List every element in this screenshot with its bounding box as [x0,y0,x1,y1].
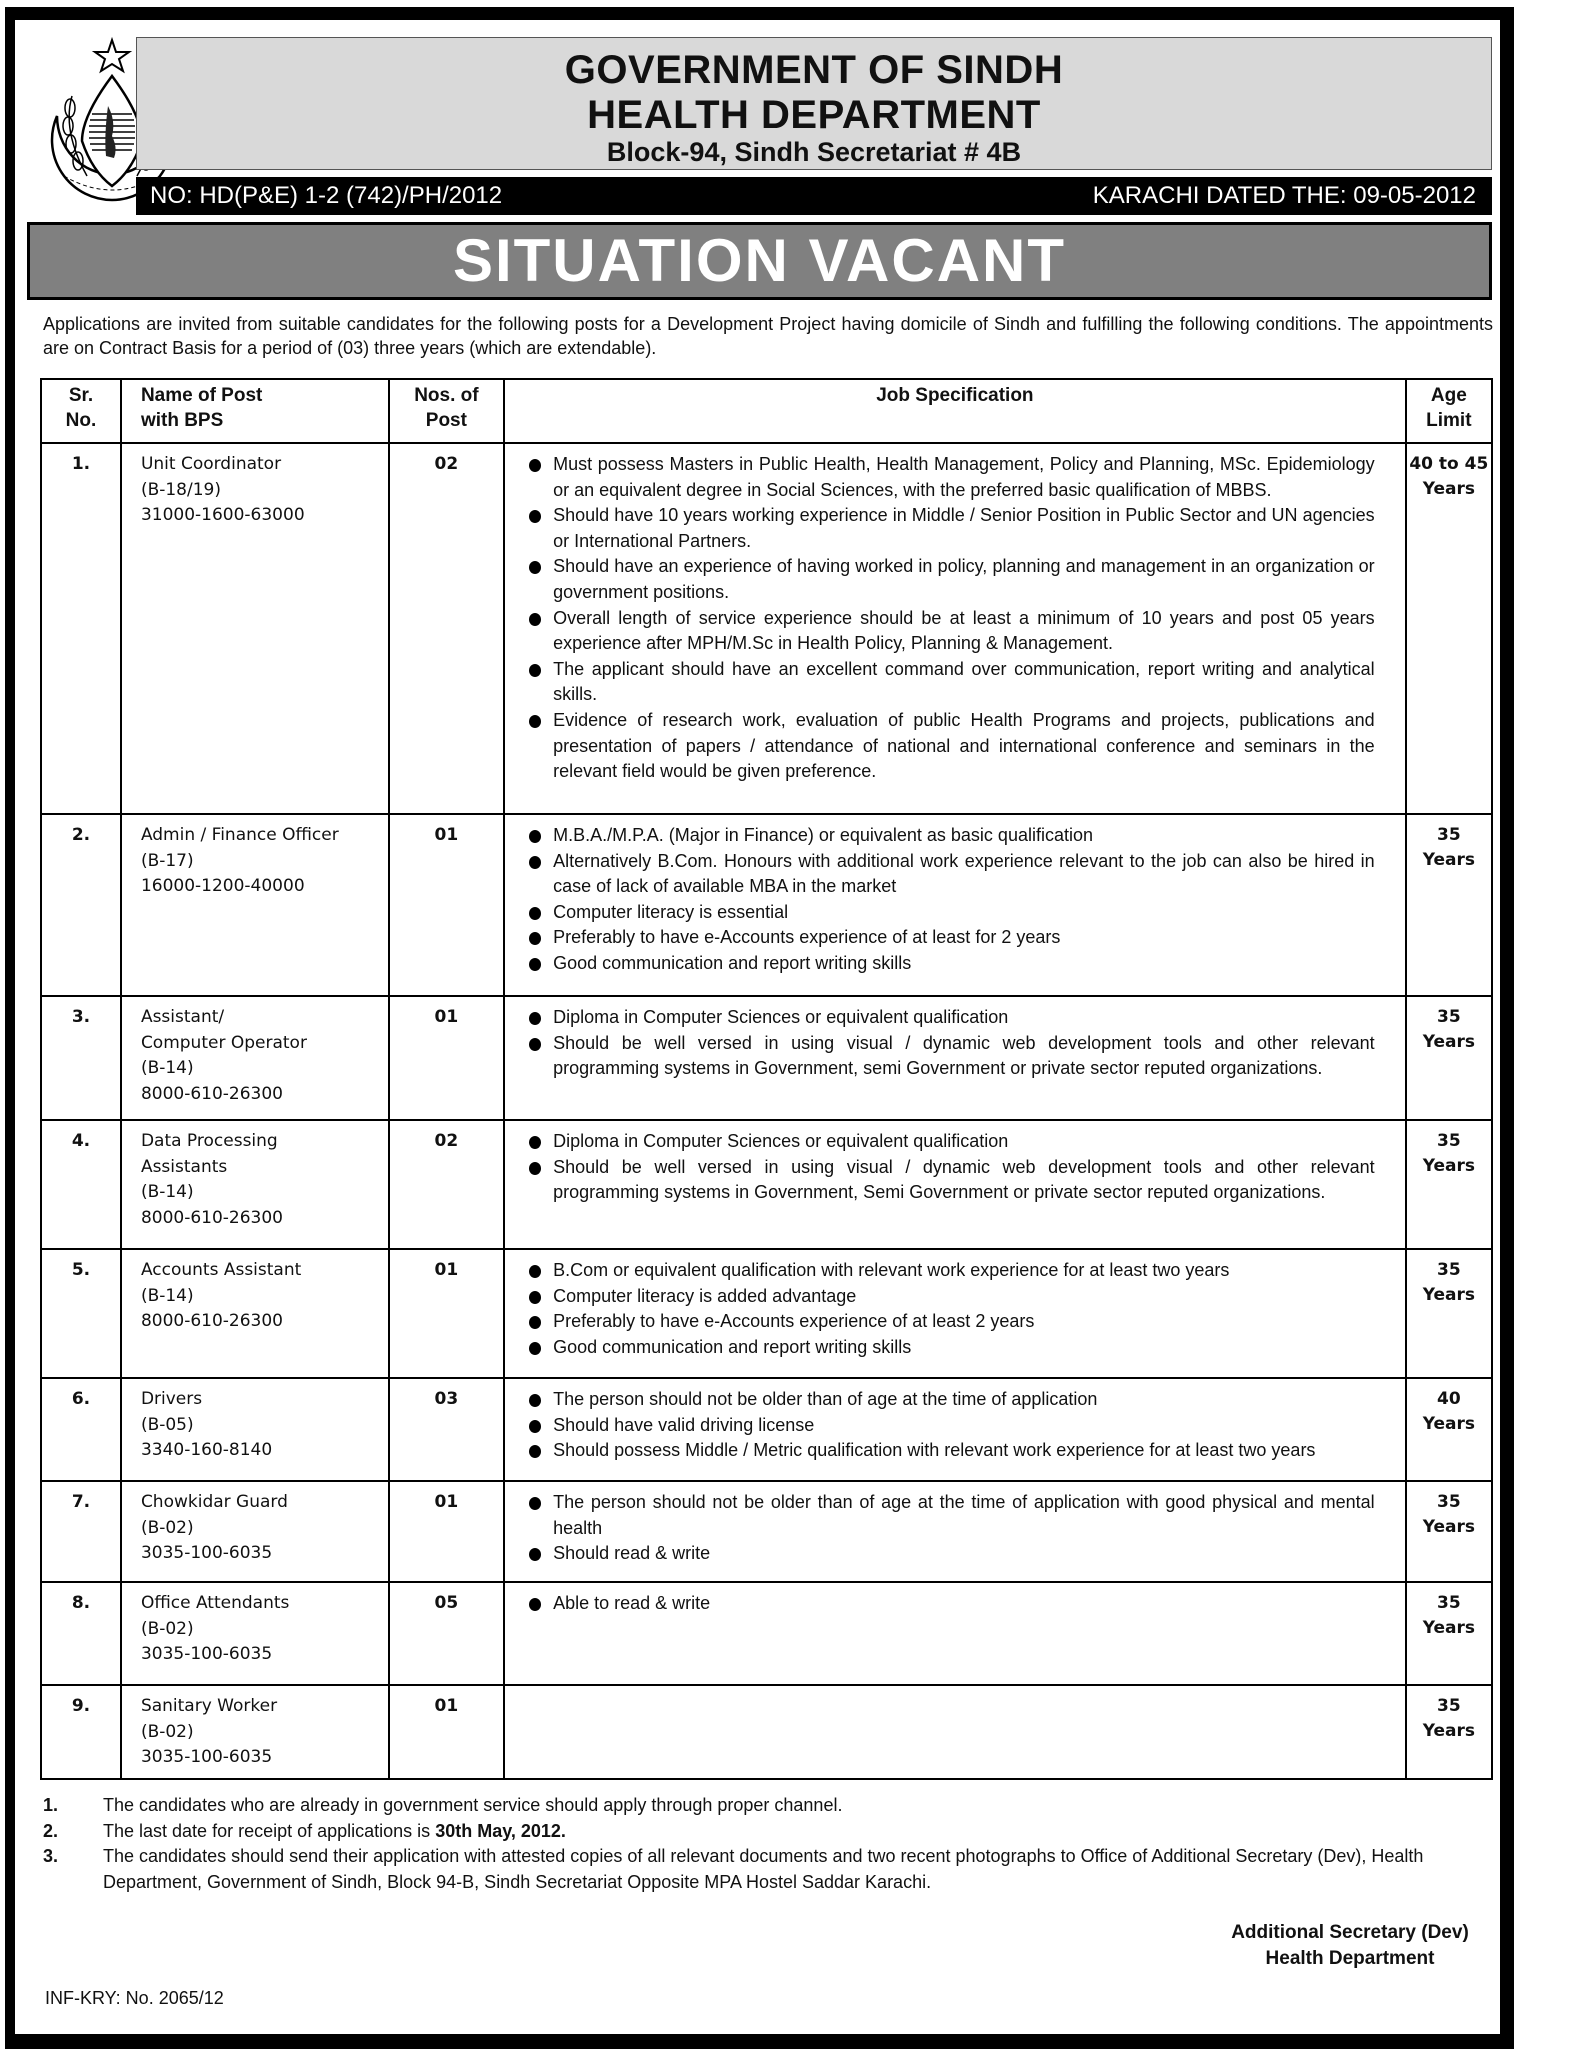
spec-item: Should have 10 years working experience in Middle / Senior Position in Public Sector and UN agencies or International Partners. [529,503,1375,554]
cell-nos-of-post: 02 [389,1120,504,1249]
table-row [41,1481,1492,1582]
bullet-icon [529,1420,541,1433]
bullet-icon [529,1162,541,1175]
spec-item: The applicant should have an excellent command over communication, report writing and analytical skills. [529,657,1375,708]
cell-age-limit: 35 Years [1406,1582,1492,1685]
cell-post-name [121,1582,389,1685]
post-title: Chowkidar Guard [140,1492,288,1512]
bullet-icon [529,907,541,920]
signature-title: Additional Secretary (Dev) [1231,1922,1469,1943]
spec-item: Alternatively B.Com. Honours with additional work experience relevant to the job can also be hired in case of lack of available MBA in the market [529,849,1375,900]
post-detail: 8000-610-26300 [140,1207,283,1228]
cell-job-specification [504,1685,1406,1779]
bullet-icon [529,664,541,677]
cell-job-specification [504,1481,1406,1582]
bullet-icon [529,1291,541,1304]
cell-age-limit: 35 Years [1406,814,1492,996]
header-address: Block-94, Sindh Secretariat # 4B [606,137,1022,167]
cell-sr: 4. [41,1120,121,1249]
post-detail: (B-05) [140,1414,194,1435]
cell-nos-of-post: 05 [389,1582,504,1685]
note-item: 1. The candidates who are already in government service should apply through proper channel. [43,1795,843,1815]
spec-item: Diploma in Computer Sciences or equivalent qualification [529,1129,1375,1155]
cell-nos-of-post: 01 [389,1481,504,1582]
col-header-age: Age Limit [1406,379,1492,443]
vacancy-table [40,378,1493,1780]
col-header-nos: Nos. of Post [389,379,504,443]
post-detail: 3035-100-6035 [140,1543,273,1564]
table-row [41,1582,1492,1685]
cell-post-name [121,1120,389,1249]
table-header-row [41,379,1492,443]
cell-post-name [121,996,389,1120]
last-date: 30th May, 2012. [435,1820,566,1841]
spec-item: Should possess Middle / Metric qualification with relevant work experience for at least two years [529,1438,1375,1464]
post-title: Assistant/ [140,1007,225,1027]
dated-text: KARACHI DATED THE: 09-05-2012 [1092,182,1476,209]
bullet-icon [529,1445,541,1458]
bullet-icon [529,1136,541,1149]
col-header-name: Name of Post with BPS [121,379,389,443]
bullet-icon [529,1394,541,1407]
bullet-icon [529,958,541,971]
reference-bar [136,177,1492,215]
table-row [41,1378,1492,1481]
bullet-icon [529,1012,541,1025]
post-detail: (B-02) [140,1517,194,1538]
cell-age-limit: 40 to 45 Years [1406,443,1492,814]
post-detail: (B-14) [140,1285,194,1306]
table-row [41,1249,1492,1378]
cell-nos-of-post: 03 [389,1378,504,1481]
spec-item: Able to read & write [529,1591,1375,1617]
post-detail: (B-18/19) [140,479,221,500]
post-title: Drivers [140,1389,203,1409]
cell-sr: 9. [41,1685,121,1779]
banner-title: SITUATION VACANT [452,227,1067,294]
spec-item: M.B.A./M.P.A. (Major in Finance) or equivalent as basic qualification [529,823,1375,849]
bullet-icon [529,1265,541,1278]
table-row [41,996,1492,1120]
cell-post-name [121,1481,389,1582]
cell-post-name [121,1249,389,1378]
cell-post-name [121,814,389,996]
cell-sr: 6. [41,1378,121,1481]
cell-sr: 5. [41,1249,121,1378]
spec-item: Overall length of service experience should be at least a minimum of 10 years and post 05 years experience after MPH/M.Sc in Health Policy, Planning & Management. [529,606,1375,657]
post-detail: 31000-1600-63000 [140,505,305,526]
spec-item: Should have valid driving license [529,1413,1375,1439]
spec-item: Computer literacy is added advantage [529,1284,1375,1310]
note-item: 3. The candidates should send their application with attested copies of all relevant documents and two recent photographs to Office of Additional Secretary (Dev), Health Department, Government of Sindh, Block 94-B, Sindh Secretariat Opposite MPA Hostel Saddar Karachi. [43,1846,1424,1892]
table-row [41,1685,1492,1779]
cell-nos-of-post: 01 [389,814,504,996]
cell-age-limit: 35 Years [1406,1120,1492,1249]
table-row [41,1120,1492,1249]
cell-job-specification [504,1249,1406,1378]
note-item: 2. The last date for receipt of applications is 30th May, 2012. [43,1820,566,1841]
spec-item: The person should not be older than of age at the time of application [529,1387,1375,1413]
post-detail: 8000-610-26300 [140,1311,283,1332]
bullet-icon [529,1497,541,1510]
spec-item: The person should not be older than of age at the time of application with good physical and mental health [529,1490,1375,1541]
post-title: Accounts Assistant [140,1260,302,1280]
cell-job-specification [504,443,1406,814]
cell-job-specification [504,996,1406,1120]
spec-item: Should be well versed in using visual / dynamic web development tools and other relevant programming systems in Government, semi Government or private sector reputed organizations. [529,1031,1375,1082]
cell-post-name [121,1378,389,1481]
post-detail: 8000-610-26300 [140,1083,283,1104]
bullet-icon [529,1598,541,1611]
cell-sr: 2. [41,814,121,996]
cell-age-limit: 35 Years [1406,996,1492,1120]
table-row [41,814,1492,996]
post-detail: Computer Operator [140,1032,307,1053]
post-detail: (B-02) [140,1721,194,1742]
cell-age-limit: 35 Years [1406,1685,1492,1779]
post-detail: 3035-100-6035 [140,1644,273,1665]
notes-list [43,1793,1493,1895]
bullet-icon [529,1316,541,1329]
cell-job-specification [504,814,1406,996]
spec-item: Should read & write [529,1541,1375,1567]
reference-number: NO: HD(P&E) 1-2 (742)/PH/2012 [150,182,503,209]
spec-item: Preferably to have e-Accounts experience of at least for 2 years [529,925,1375,951]
col-header-sr: Sr. No. [41,379,121,443]
spec-item: Should have an experience of having worked in policy, planning and management in an organization or government positions. [529,554,1375,605]
inf-number: INF-KRY: No. 2065/12 [45,1988,224,2008]
bullet-icon [529,613,541,626]
post-detail: (B-14) [140,1058,194,1079]
bullet-icon [529,561,541,574]
spec-item: Must possess Masters in Public Health, Health Management, Policy and Planning, MSc. Epidemiology or an equivalent degree in Social Sciences, with the preferred basic qualification of MBBS. [529,452,1375,503]
post-detail: 3035-100-6035 [140,1747,273,1768]
cell-nos-of-post: 01 [389,1685,504,1779]
cell-age-limit: 35 Years [1406,1249,1492,1378]
cell-nos-of-post: 01 [389,996,504,1120]
col-header-spec: Job Specification [504,379,1406,443]
spec-item: Preferably to have e-Accounts experience of at least 2 years [529,1309,1375,1335]
post-title: Admin / Finance Officer [140,825,339,845]
spec-item: Should be well versed in using visual / dynamic web development tools and other relevant programming systems in Government, Semi Government or private sector reputed organizations. [529,1155,1375,1206]
post-title: Data Processing [140,1131,278,1151]
table-row [41,443,1492,814]
header-department: HEALTH DEPARTMENT [587,93,1041,137]
cell-age-limit: 35 Years [1406,1481,1492,1582]
bullet-icon [529,510,541,523]
spec-item: B.Com or equivalent qualification with relevant work experience for at least two years [529,1258,1375,1284]
cell-nos-of-post: 01 [389,1249,504,1378]
post-detail: (B-17) [140,850,194,871]
spec-item: Good communication and report writing skills [529,1335,1375,1361]
bullet-icon [529,856,541,869]
post-detail: Assistants [140,1156,228,1177]
cell-age-limit: 40 Years [1406,1378,1492,1481]
cell-nos-of-post: 02 [389,443,504,814]
cell-job-specification [504,1378,1406,1481]
post-title: Unit Coordinator [140,454,282,474]
post-detail: (B-14) [140,1182,194,1203]
signature-department: Health Department [1265,1948,1435,1969]
cell-job-specification [504,1120,1406,1249]
spec-item: Diploma in Computer Sciences or equivalent qualification [529,1005,1375,1031]
bullet-icon [529,459,541,472]
cell-sr: 1. [41,443,121,814]
situation-vacant-banner [27,222,1492,300]
cell-post-name [121,443,389,814]
cell-sr: 3. [41,996,121,1120]
post-title: Sanitary Worker [140,1696,278,1716]
bullet-icon [529,1342,541,1355]
cell-post-name [121,1685,389,1779]
bullet-icon [529,1548,541,1561]
post-detail: 16000-1200-40000 [140,876,305,897]
spec-item: Good communication and report writing skills [529,951,1375,977]
intro-paragraph: Applications are invited from suitable candidates for the following posts for a Development Project having domicile of Sindh and fulfilling the following conditions. The appointments are on Contract Basis for a period of (03) three years (which are extendable). [43,314,1493,358]
cell-sr: 7. [41,1481,121,1582]
cell-sr: 8. [41,1582,121,1685]
post-detail: (B-02) [140,1618,194,1639]
cell-job-specification [504,1582,1406,1685]
bullet-icon [529,932,541,945]
header-government: GOVERNMENT OF SINDH [564,48,1064,92]
signature-block [1150,1920,1550,1972]
bullet-icon [529,1038,541,1051]
bullet-icon [529,715,541,728]
bullet-icon [529,830,541,843]
header-box [136,37,1492,170]
spec-item: Evidence of research work, evaluation of public Health Programs and projects, publications and presentation of papers / attendance of national and international conference and seminars in the relevant field would be given preference. [529,708,1375,785]
spec-item: Computer literacy is essential [529,900,1375,926]
post-detail: 3340-160-8140 [140,1440,273,1461]
post-title: Office Attendants [140,1593,290,1613]
